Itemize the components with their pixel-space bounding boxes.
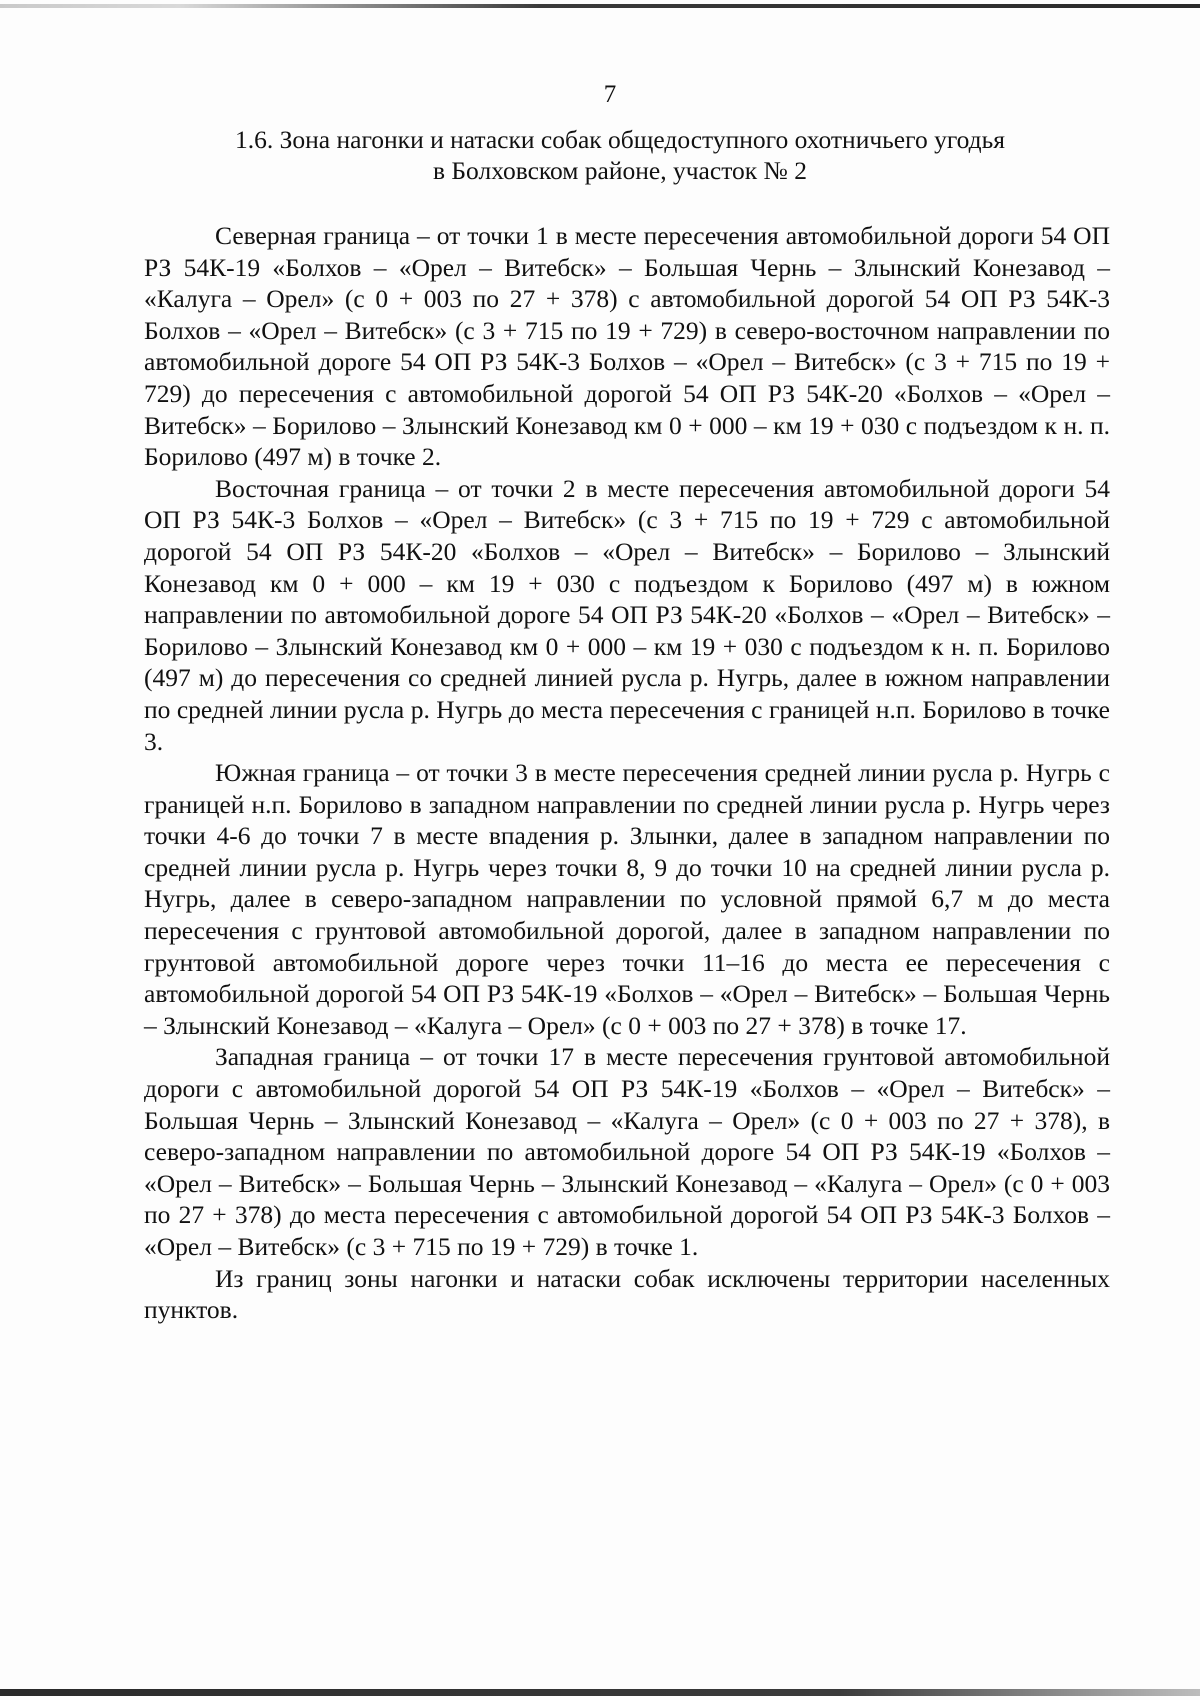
document-body xyxy=(144,220,1110,1326)
paragraph-west-boundary: Западная граница – от точки 17 в месте пересечения грунтовой автомобильной дороги с автомобильной дорогой 54 ОП РЗ 54К-19 «Болхов – «Орел – Витебск» – Большая Чернь – Злынский Конезавод – «Калуга – Орел» (с 0 + 003 по 27 + 378), в северо-западном направлении по автомобильной дороге 54 ОП РЗ 54К-19 «Болхов – «Орел – Витебск» – Большая Чернь – Злынский Конезавод – «Калуга – Орел» (с 0 + 003 по 27 + 378) до места пересечения с автомобильной дорогой 54 ОП РЗ 54К-3 Болхов – «Орел – Витебск» (с 3 + 715 по 19 + 729) в точке 1. xyxy=(144,1042,1110,1261)
scan-edge-top xyxy=(0,4,1200,8)
section-heading-line-2: в Болховском районе, участок № 2 xyxy=(433,156,807,185)
paragraph-exclusions: Из границ зоны нагонки и натаски собак исключены территории населенных пунктов. xyxy=(144,1263,1110,1325)
page-number: 7 xyxy=(603,81,617,108)
scan-edge-bottom xyxy=(0,1689,1200,1696)
paragraph-south-boundary: Южная граница – от точки 3 в месте пересечения средней линии русла р. Нугрь с границей н.п. Борилово в западном направлении по средней линии русла р. Нугрь через точки 4-6 до точки 7 в месте впадения р. Злынки, далее в западном направлении по средней линии русла р. Нугрь через точки 8, 9 до точки 10 на средней линии русла р. Нугрь, далее в северо-западном направлении по условной прямой 6,7 м до места пересечения с грунтовой автомобильной дорогой, далее в западном направлении по грунтовой автомобильной дороге через точки 11–16 до места ее пересечения с автомобильной дорогой 54 ОП РЗ 54К-19 «Болхов – «Орел – Витебск» – Большая Чернь – Злынский Конезавод – «Калуга – Орел» (с 0 + 003 по 27 + 378) в точке 17. xyxy=(144,758,1110,1040)
section-heading xyxy=(160,124,1080,186)
paragraph-north-boundary: Северная граница – от точки 1 в месте пересечения автомобильной дороги 54 ОП РЗ 54К-19 «Болхов – «Орел – Витебск» – Большая Чернь – Злынский Конезавод – «Калуга – Орел» (с 0 + 003 по 27 + 378) с автомобильной дорогой 54 ОП РЗ 54К-3 Болхов – «Орел – Витебск» (с 3 + 715 по 19 + 729) в северо-восточном направлении по автомобильной дороге 54 ОП РЗ 54К-3 Болхов – «Орел – Витебск» (с 3 + 715 по 19 + 729) до пересечения с автомобильной дорогой 54 ОП РЗ 54К-20 «Болхов – «Орел – Витебск» – Борилово – Злынский Конезавод км 0 + 000 – км 19 + 030 с подъездом к н. п. Борилово (497 м) в точке 2. xyxy=(144,221,1110,472)
section-heading-line-1: 1.6. Зона нагонки и натаски собак общедоступного охотничьего угодья xyxy=(235,125,1005,154)
paragraph-east-boundary: Восточная граница – от точки 2 в месте пересечения автомобильной дороги 54 ОП РЗ 54К-3 Болхов – «Орел – Витебск» (с 3 + 715 по 19 + 729 с автомобильной дорогой 54 ОП РЗ 54К-20 «Болхов – «Орел – Витебск» – Борилово – Злынский Конезавод км 0 + 000 – км 19 + 030 с подъездом к Борилово (497 м) в южном направлении по автомобильной дороге 54 ОП РЗ 54К-20 «Болхов – «Орел – Витебск» – Борилово – Злынский Конезавод км 0 + 000 – км 19 + 030 с подъездом к н. п. Борилово (497 м) до пересечения со средней линией русла р. Нугрь, далее в южном направлении по средней линии русла р. Нугрь до места пересечения с границей н.п. Борилово в точке 3. xyxy=(144,473,1110,756)
